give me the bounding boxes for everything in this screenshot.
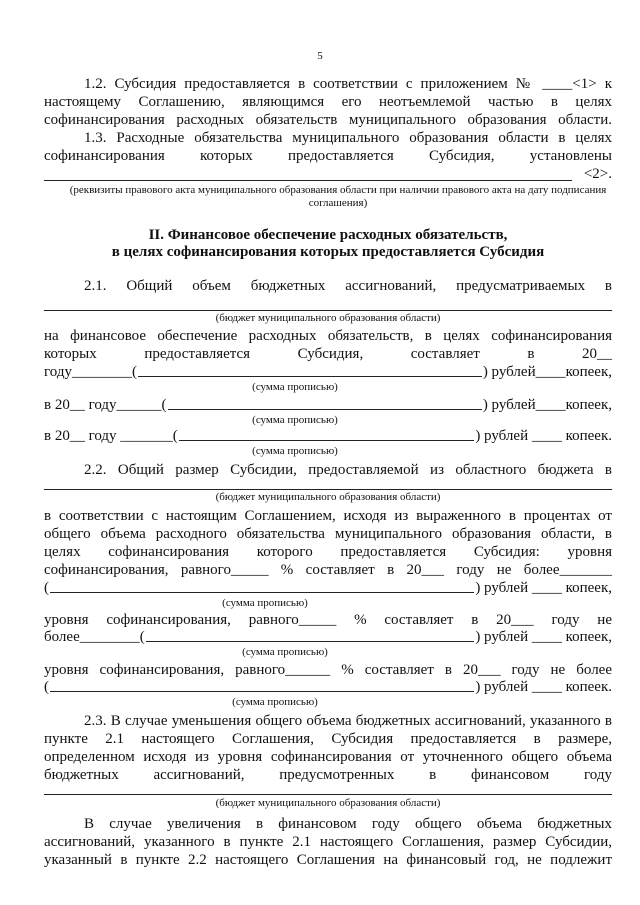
section-title-line-2: в целях софинансирования которых предоставляется Субсидия: [111, 244, 545, 260]
paragraph-increase-line-1: В случае увеличения в финансовом году общего объема бюджетных: [84, 816, 612, 832]
clause-2-2-line-1: 2.2. Общий размер Субсидии, предоставляемой из областного бюджета в: [84, 462, 612, 478]
clause-1-2-line-3: софинансирования расходных обязательств муниципального образования области.: [44, 112, 612, 128]
clause-2-2-row-2: уровня софинансирования, равного_____ % составляет в 20___ году не: [44, 612, 612, 628]
blank-line: [44, 310, 612, 311]
clause-2-2-text-3: целях софинансирования которого предоставляется Субсидия: уровня: [44, 544, 612, 560]
blank-line: [146, 629, 475, 642]
caption-budget: (бюджет муниципального образования области): [215, 312, 441, 324]
caption-summa: (сумма прописью): [232, 696, 318, 708]
caption-summa: (сумма прописью): [242, 646, 328, 658]
clause-2-1-line-2: на финансовое обеспечение расходных обязательств, в целях софинансирования: [44, 328, 612, 344]
caption-budget: (бюджет муниципального образования области): [215, 491, 441, 503]
clause-1-2-line-1: 1.2. Субсидия предоставляется в соответствии с приложением № ____<1> к: [84, 76, 612, 92]
blank-line: [44, 489, 612, 490]
clause-2-3-line-1: 2.3. В случае уменьшения общего объема бюджетных ассигнований, указанного в: [84, 713, 612, 729]
clause-2-3-line-3: определенном исходя из уровня софинансирования от уточненного общего объема: [44, 749, 612, 765]
caption-summa: (сумма прописью): [252, 381, 338, 393]
clause-2-3-line-2: пункте 2.1 настоящего Соглашения, Субсидия предоставляется в размере,: [44, 731, 612, 747]
paragraph-increase-line-3: указанный в пункте 2.2 настоящего Соглашения на финансовый год, не подлежит: [44, 852, 612, 868]
blank-line: [44, 794, 612, 795]
clause-1-3-line-2: софинансирования которых предоставляется Субсидия, установлены: [44, 148, 612, 164]
caption-summa: (сумма прописью): [252, 414, 338, 426]
clause-2-1-line-4: году________( ) рублей____копеек,: [44, 364, 612, 380]
clause-1-3-line-1: 1.3. Расходные обязательства муниципального образования области в целях: [84, 130, 612, 146]
caption-summa: (сумма прописью): [252, 445, 338, 457]
clause-2-2-row-4: уровня софинансирования, равного______ % составляет в 20___ году не более: [44, 662, 612, 678]
page-number: 5: [317, 50, 323, 62]
clause-2-2-text-2: общего объема расходного обязательства муниципального образования области, в: [44, 526, 612, 542]
clause-2-1-line-1: 2.1. Общий объем бюджетных ассигнований, предусматриваемых в: [84, 278, 612, 294]
caption-budget: (бюджет муниципального образования области): [215, 797, 441, 809]
clause-2-3-line-4: бюджетных ассигнований, предусмотренных в финансовом году: [44, 767, 612, 783]
clause-2-2-text-1: в соответствии с настоящим Соглашением, исходя из выраженного в процентах от: [44, 508, 612, 524]
blank-line: [50, 580, 474, 593]
clause-2-1-line-6: в 20__ году _______( ) рублей ____ копеек.: [44, 428, 612, 444]
clause-1-2-line-2: настоящему Соглашению, являющимся его неотъемлемой частью в целях: [44, 94, 612, 110]
caption-summa: (сумма прописью): [222, 597, 308, 609]
clause-2-2-text-4: софинансирования, равного_____ % составляет в 20___ году не более_______: [44, 562, 612, 578]
caption-rekvizity: (реквизиты правового акта муниципального образования области при наличии правового акта на дату подписания соглашения): [69, 184, 607, 209]
clause-2-2-row-3: более________( ) рублей ____ копеек,: [44, 629, 612, 645]
section-title-line-1: II. Финансовое обеспечение расходных обязательств,: [148, 227, 508, 243]
clause-1-3-line-3: <2>.: [583, 166, 612, 182]
paragraph-increase-line-2: ассигнований, указанного в пункте 2.1 настоящего Соглашения, размер Субсидии,: [44, 834, 612, 850]
clause-2-2-row-5: ( ) рублей ____ копеек.: [44, 679, 612, 695]
blank-line: [50, 679, 474, 692]
blank-line: [168, 397, 482, 410]
clause-2-1-line-3: которых предоставляется Субсидия, составляет в 20__: [44, 346, 612, 362]
blank-line: [138, 364, 482, 377]
clause-2-1-line-5: в 20__ году______( ) рублей____копеек,: [44, 397, 612, 413]
clause-2-2-row-1: ( ) рублей ____ копеек,: [44, 580, 612, 596]
blank-line: [179, 428, 475, 441]
